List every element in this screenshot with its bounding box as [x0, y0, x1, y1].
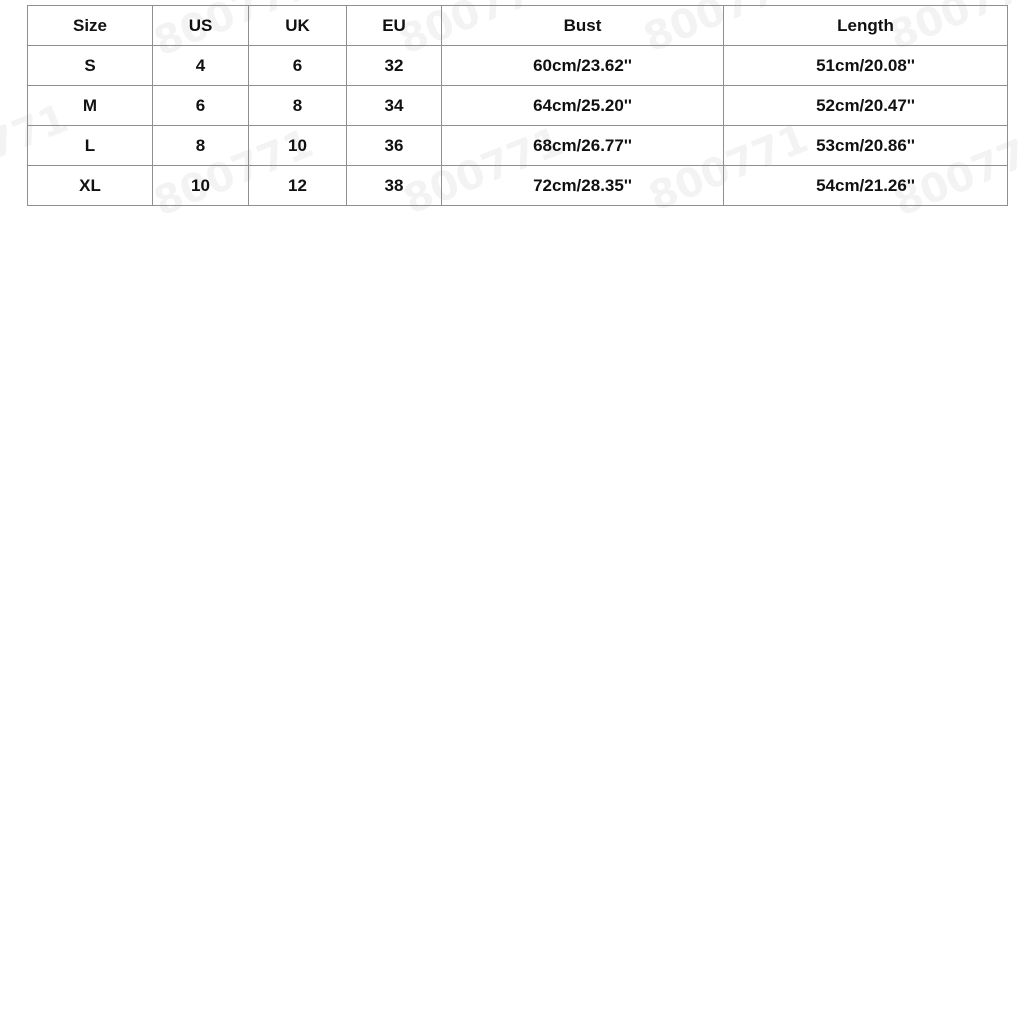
cell-bust: 64cm/25.20'': [442, 86, 724, 126]
cell-eu: 38: [347, 166, 442, 206]
header-us: US: [153, 6, 249, 46]
cell-us: 6: [153, 86, 249, 126]
cell-uk: 8: [249, 86, 347, 126]
cell-size: XL: [28, 166, 153, 206]
cell-bust: 60cm/23.62'': [442, 46, 724, 86]
table-row: [28, 126, 1008, 166]
cell-us: 8: [153, 126, 249, 166]
table-header-row: [28, 6, 1008, 46]
cell-uk: 10: [249, 126, 347, 166]
cell-bust: 68cm/26.77'': [442, 126, 724, 166]
cell-size: S: [28, 46, 153, 86]
cell-bust: 72cm/28.35'': [442, 166, 724, 206]
header-uk: UK: [249, 6, 347, 46]
cell-length: 54cm/21.26'': [724, 166, 1008, 206]
cell-us: 4: [153, 46, 249, 86]
cell-eu: 36: [347, 126, 442, 166]
header-length: Length: [724, 6, 1008, 46]
cell-size: M: [28, 86, 153, 126]
header-bust: Bust: [442, 6, 724, 46]
cell-length: 53cm/20.86'': [724, 126, 1008, 166]
cell-length: 51cm/20.08'': [724, 46, 1008, 86]
table-row: [28, 86, 1008, 126]
table-row: [28, 166, 1008, 206]
cell-uk: 6: [249, 46, 347, 86]
cell-length: 52cm/20.47'': [724, 86, 1008, 126]
table-row: [28, 46, 1008, 86]
header-eu: EU: [347, 6, 442, 46]
size-chart-table: [27, 5, 1008, 206]
header-size: Size: [28, 6, 153, 46]
cell-us: 10: [153, 166, 249, 206]
cell-size: L: [28, 126, 153, 166]
cell-eu: 34: [347, 86, 442, 126]
cell-eu: 32: [347, 46, 442, 86]
cell-uk: 12: [249, 166, 347, 206]
